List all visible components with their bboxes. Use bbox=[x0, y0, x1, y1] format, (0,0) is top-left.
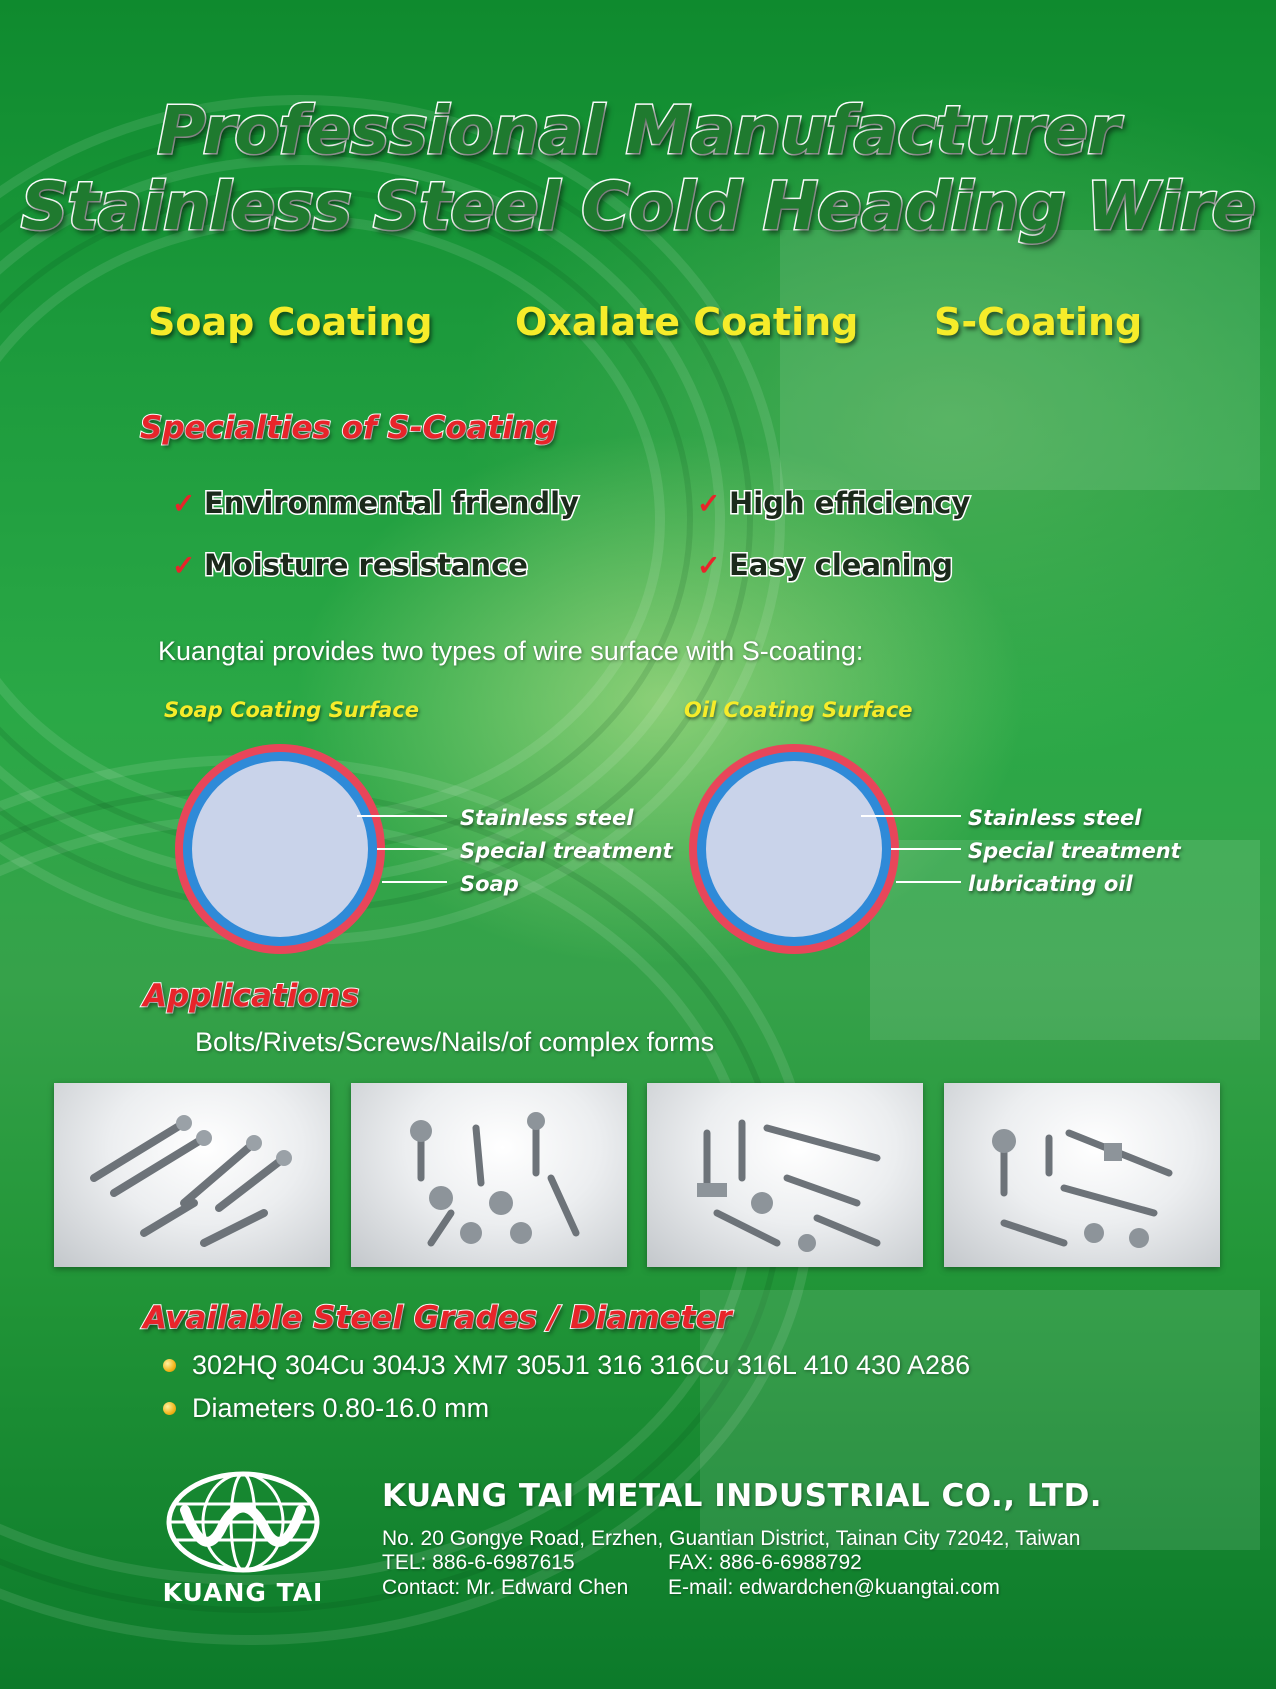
stainless-core bbox=[706, 761, 882, 937]
company-tel: TEL: 886-6-6987615 bbox=[382, 1551, 575, 1574]
kuang-tai-globe-logo bbox=[165, 1470, 321, 1574]
check-icon: ✓ bbox=[697, 487, 721, 519]
feature-item bbox=[697, 548, 953, 582]
soap-surface-title: Soap Coating Surface bbox=[164, 698, 420, 722]
feature-label: Environmental friendly bbox=[204, 486, 579, 520]
company-fax: FAX: 886-6-6988792 bbox=[668, 1551, 862, 1574]
logo-text: KUANG TAI bbox=[162, 1578, 324, 1607]
oil-layer-label-treatment: Special treatment bbox=[968, 839, 1181, 863]
soap-layer-label-soap: Soap bbox=[460, 872, 519, 896]
coating-type-s: S-Coating bbox=[934, 300, 1143, 344]
grades-bullet bbox=[163, 1350, 970, 1381]
oil-coating-cross-section bbox=[689, 738, 969, 960]
company-email[interactable]: E-mail: edwardchen@kuangtai.com bbox=[668, 1576, 1000, 1599]
applications-heading: Applications bbox=[143, 978, 360, 1014]
fastener-photo bbox=[647, 1083, 923, 1267]
fastener-photo bbox=[944, 1083, 1220, 1267]
specialties-heading: Specialties of S-Coating bbox=[140, 410, 558, 446]
diameter-range: Diameters 0.80-16.0 mm bbox=[192, 1393, 490, 1423]
company-contact: Contact: Mr. Edward Chen bbox=[382, 1576, 629, 1599]
soap-layer-label-treatment: Special treatment bbox=[460, 839, 673, 863]
bullet-dot-icon bbox=[163, 1402, 176, 1415]
feature-item bbox=[697, 486, 970, 520]
soap-layer-label-steel: Stainless steel bbox=[460, 806, 634, 830]
feature-item bbox=[172, 486, 579, 520]
grades-list: 302HQ 304Cu 304J3 XM7 305J1 316 316Cu 316L 410 430 A286 bbox=[192, 1350, 971, 1380]
title-line-1: Professional Manufacturer bbox=[157, 92, 1119, 169]
oil-surface-title: Oil Coating Surface bbox=[684, 698, 913, 722]
stainless-core bbox=[192, 761, 368, 937]
feature-item bbox=[172, 548, 528, 582]
bullet-dot-icon bbox=[163, 1359, 176, 1372]
diameter-bullet bbox=[163, 1393, 489, 1424]
coating-type-oxalate: Oxalate Coating bbox=[515, 300, 859, 344]
feature-label: Easy cleaning bbox=[729, 548, 953, 582]
oil-layer-label-steel: Stainless steel bbox=[968, 806, 1142, 830]
check-icon: ✓ bbox=[172, 487, 196, 519]
background-building bbox=[780, 230, 1260, 490]
applications-text: Bolts/Rivets/Screws/Nails/of complex forms bbox=[195, 1027, 715, 1057]
check-icon: ✓ bbox=[172, 549, 196, 581]
company-address: No. 20 Gongye Road, Erzhen, Guantian District, Tainan City 72042, Taiwan bbox=[382, 1527, 1081, 1550]
coating-type-soap: Soap Coating bbox=[148, 300, 433, 344]
fastener-photo bbox=[351, 1083, 627, 1267]
grades-heading: Available Steel Grades / Diameter bbox=[143, 1300, 732, 1336]
feature-label: Moisture resistance bbox=[204, 548, 528, 582]
company-name: KUANG TAI METAL INDUSTRIAL CO., LTD. bbox=[382, 1478, 1103, 1514]
title-line-2: Stainless Steel Cold Heading Wire bbox=[20, 168, 1256, 245]
surface-intro: Kuangtai provides two types of wire surface with S-coating: bbox=[158, 636, 864, 666]
fastener-photo bbox=[54, 1083, 330, 1267]
feature-label: High efficiency bbox=[729, 486, 971, 520]
oil-layer-label-oil: lubricating oil bbox=[968, 872, 1133, 896]
check-icon: ✓ bbox=[697, 549, 721, 581]
soap-coating-cross-section bbox=[175, 738, 455, 960]
